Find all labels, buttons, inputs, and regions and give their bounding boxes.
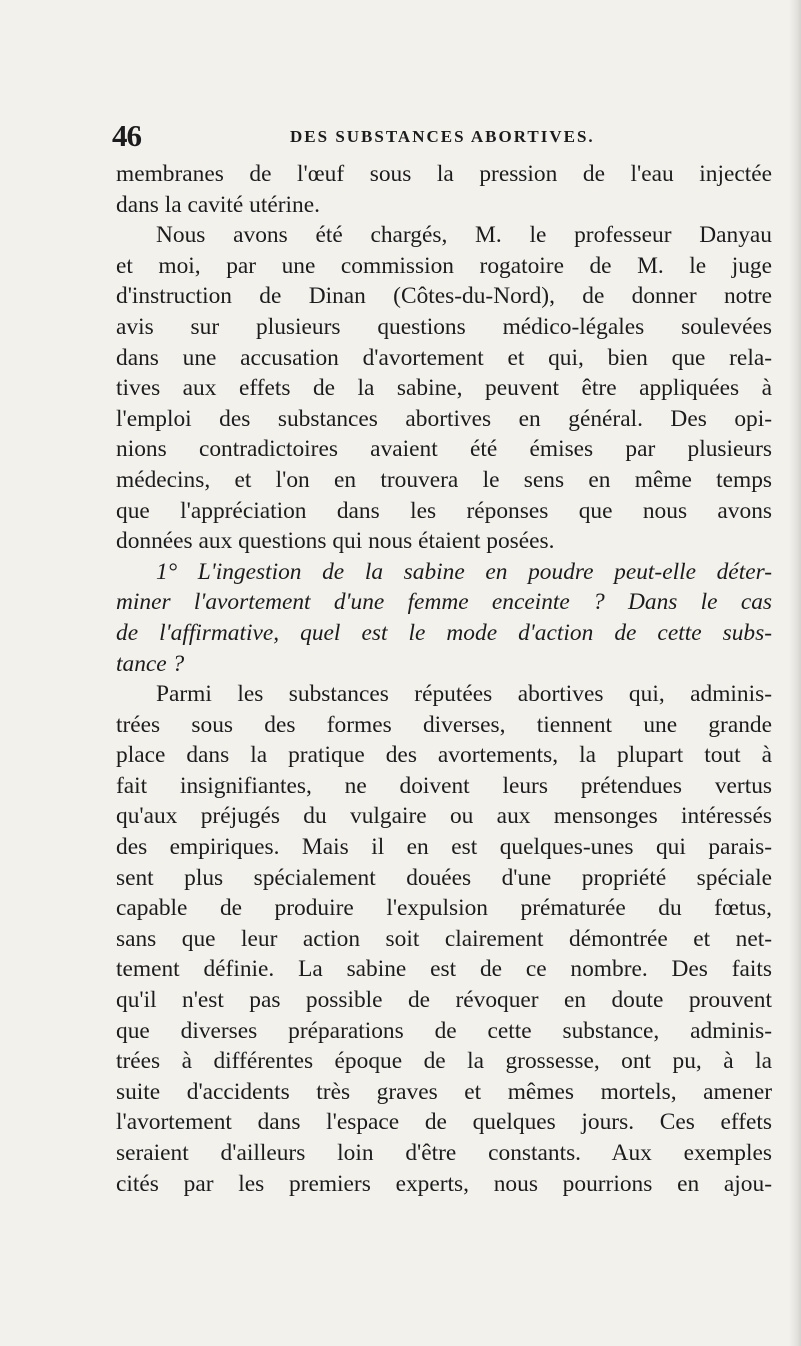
text-line: médecins, et l'on en trouvera le sens en même temps <box>116 466 772 493</box>
text-line: membranes de l'œuf sous la pression de l'eau injectée <box>116 161 772 187</box>
page-number: 46 <box>112 118 141 153</box>
text-line: 1° L'ingestion de la sabine en poudre peut-elle déter- <box>156 558 772 585</box>
text-line: avis sur plusieurs questions médico-légales soulevées <box>116 313 772 340</box>
text-line: tance ? <box>116 650 185 677</box>
text-line: données aux questions qui nous étaient posées. <box>116 528 555 555</box>
text-line: tement définie. La sabine est de ce nombre. Des faits <box>116 956 772 983</box>
text-line: trées à différentes époque de la grossesse, ont pu, à la <box>116 1048 772 1075</box>
text-line: l'emploi des substances abortives en général. Des opi- <box>116 405 772 432</box>
text-line: et moi, par une commission rogatoire de M. le juge <box>116 252 772 279</box>
text-line: dans une accusation d'avortement et qui, bien que rela- <box>116 344 772 371</box>
text-line: l'avortement dans l'espace de quelques jours. Ces effets <box>116 1109 772 1136</box>
page-header <box>112 116 772 156</box>
text-line: qu'aux préjugés du vulgaire ou aux mensonges intéressés <box>116 803 772 830</box>
text-line: qu'il n'est pas possible de révoquer en doute prouvent <box>116 987 772 1014</box>
text-line: suite d'accidents très graves et mêmes mortels, amener <box>116 1078 772 1105</box>
text-line: nions contradictoires avaient été émises par plusieurs <box>116 436 772 463</box>
text-line: Parmi les substances réputées abortives qui, adminis- <box>156 681 772 708</box>
text-line: sent plus spécialement douées d'une propriété spéciale <box>116 864 772 891</box>
text-line: miner l'avortement d'une femme enceinte ? Dans le cas <box>116 589 772 616</box>
text-line: Nous avons été chargés, M. le professeur Danyau <box>156 222 772 249</box>
body-text <box>116 159 772 1199</box>
text-line: seraient d'ailleurs loin d'être constants. Aux exemples <box>116 1140 772 1166</box>
text-line: cités par les premiers experts, nous pourrions en ajou- <box>116 1170 772 1197</box>
text-line: des empiriques. Mais il en est quelques-unes qui parais- <box>116 834 772 861</box>
text-line: dans la cavité utérine. <box>116 191 320 218</box>
text-line: de l'affirmative, quel est le mode d'action de cette subs- <box>116 619 772 646</box>
text-line: tives aux effets de la sabine, peuvent être appliquées à <box>116 375 772 402</box>
text-line: que diverses préparations de cette substance, adminis- <box>116 1017 772 1044</box>
text-line: sans que leur action soit clairement démontrée et net- <box>116 925 772 952</box>
running-title: DES SUBSTANCES ABORTIVES. <box>290 127 595 146</box>
text-line: capable de produire l'expulsion prématurée du fœtus, <box>116 895 772 922</box>
text-line: fait insignifiantes, ne doivent leurs prétendues vertus <box>116 772 772 799</box>
text-line: trées sous des formes diverses, tiennent une grande <box>116 711 772 738</box>
page-edge-shadow <box>789 0 801 1346</box>
text-line: d'instruction de Dinan (Côtes-du-Nord), de donner notre <box>116 283 772 310</box>
text-line: place dans la pratique des avortements, la plupart tout à <box>116 742 772 769</box>
text-line: que l'appréciation dans les réponses que nous avons <box>116 497 772 524</box>
